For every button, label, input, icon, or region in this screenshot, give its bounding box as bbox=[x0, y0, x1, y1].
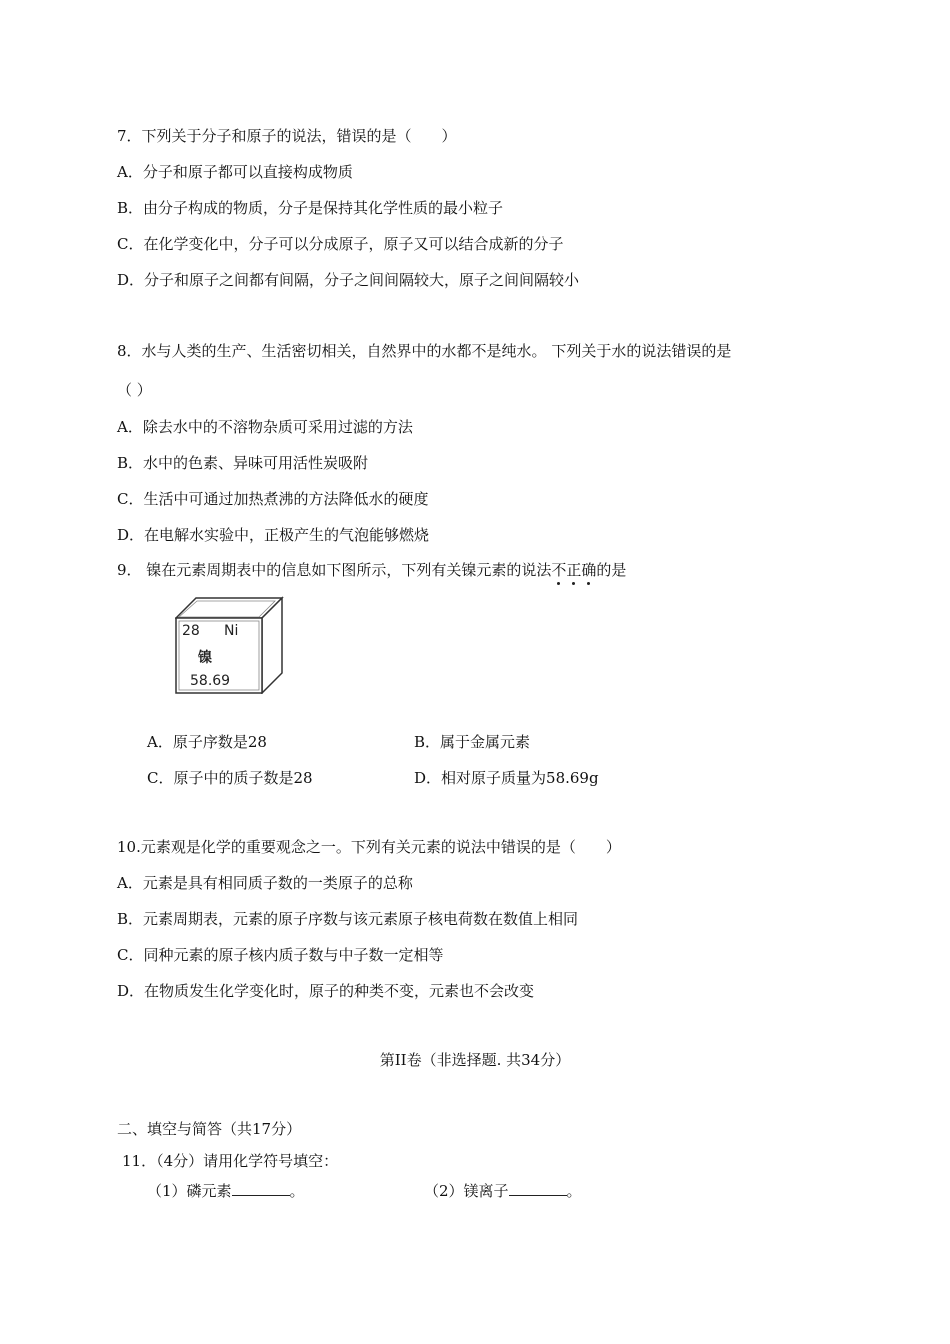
emphasis-char: 正 bbox=[566, 561, 582, 579]
question-8-paren: （ ） bbox=[117, 381, 152, 399]
q11-part-1: （1）磷元素 。 bbox=[147, 1182, 305, 1200]
q10-option-a: A．元素是具有相同质子数的一类原子的总称 bbox=[117, 874, 413, 892]
answer-blank[interactable] bbox=[232, 1181, 290, 1196]
question-8-stem: 8．水与人类的生产、生活密切相关，自然界中的水都不是纯水。 下列关于水的说法错误的是 bbox=[117, 342, 732, 360]
emphasis-char: 确 bbox=[581, 561, 597, 579]
question-11-stem: 11．（4分）请用化学符号填空： bbox=[122, 1152, 339, 1170]
question-7-stem: 7．下列关于分子和原子的说法，错误的是（ ） bbox=[117, 127, 457, 145]
q7-option-d: D．分子和原子之间都有间隔，分子之间间隔较大，原子之间间隔较小 bbox=[117, 271, 580, 289]
section-2-title: 第II卷（非选择题. 共34分） bbox=[379, 1051, 571, 1069]
q7-option-a: A．分子和原子都可以直接构成物质 bbox=[117, 163, 353, 181]
nickel-element-card bbox=[175, 596, 285, 694]
q9-option-b: B．属于金属元素 bbox=[414, 733, 531, 751]
emphasis-char: 不 bbox=[551, 561, 567, 579]
section-2-heading: 二、填空与简答（共17分） bbox=[117, 1120, 302, 1138]
q9-option-d: D．相对原子质量为58.69g bbox=[414, 769, 599, 787]
element-symbol: Ni bbox=[224, 623, 239, 639]
q10-option-b: B．元素周期表，元素的原子序数与该元素原子核电荷数在数值上相同 bbox=[117, 910, 579, 928]
q9-option-c: C．原子中的质子数是28 bbox=[147, 769, 313, 787]
q8-option-c: C．生活中可通过加热煮沸的方法降低水的硬度 bbox=[117, 490, 429, 508]
q10-option-d: D．在物质发生化学变化时，原子的种类不变，元素也不会改变 bbox=[117, 982, 535, 1000]
q7-option-b: B．由分子构成的物质，分子是保持其化学性质的最小粒子 bbox=[117, 199, 504, 217]
q8-option-d: D．在电解水实验中，正极产生的气泡能够燃烧 bbox=[117, 526, 430, 544]
q10-option-c: C．同种元素的原子核内质子数与中子数一定相等 bbox=[117, 946, 444, 964]
element-atomic-mass: 58.69 bbox=[190, 673, 231, 689]
answer-blank[interactable] bbox=[509, 1181, 567, 1196]
q11-part-2: （2）镁离子 。 bbox=[424, 1182, 582, 1200]
element-name: 镍 bbox=[198, 650, 212, 666]
question-9-stem: 9． 镍在元素周期表中的信息如下图所示，下列有关镍元素的说法不正确的是 bbox=[117, 561, 627, 579]
q7-option-c: C．在化学变化中，分子可以分成原子，原子又可以结合成新的分子 bbox=[117, 235, 564, 253]
q9-option-a: A．原子序数是28 bbox=[147, 733, 267, 751]
question-10-stem: 10.元素观是化学的重要观念之一。下列有关元素的说法中错误的是（ ） bbox=[117, 838, 621, 856]
element-atomic-number: 28 bbox=[182, 623, 200, 639]
q8-option-a: A．除去水中的不溶物杂质可采用过滤的方法 bbox=[117, 418, 413, 436]
q8-option-b: B．水中的色素、异味可用活性炭吸附 bbox=[117, 454, 369, 472]
